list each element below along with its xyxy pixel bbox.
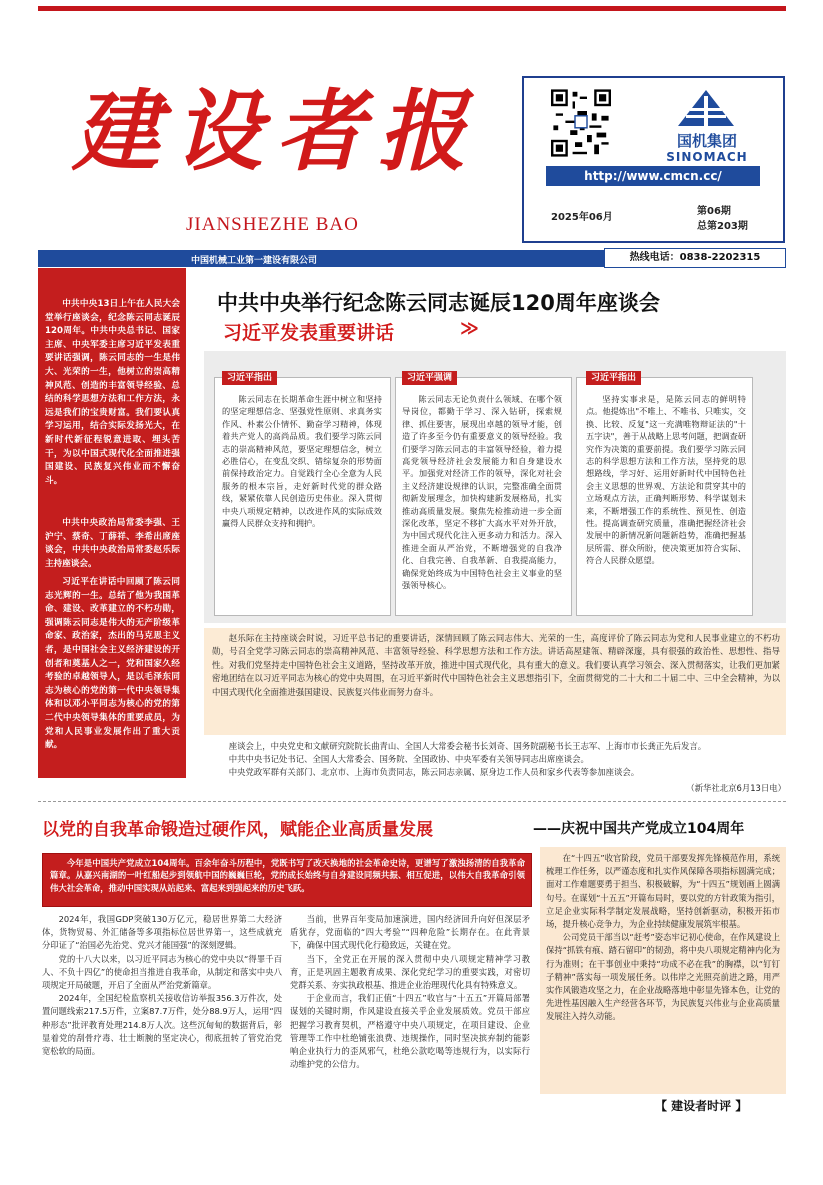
top-rule [38, 6, 786, 11]
quote-card-tag: 习近平强调 [402, 371, 457, 385]
article-column-1 [42, 913, 282, 1058]
main-subhead: 习近平发表重要讲话 [223, 322, 395, 344]
logo-chinese-name: 国机集团 [676, 132, 737, 150]
sidebar-paragraph: 中共中央13日上午在人民大会堂举行座谈会，纪念陈云同志诞辰120周年。中共中央总书记、国家主席、中央军委主席习近平发表重要讲话强调，陈云同志的一生是伟大、光荣的一生，他树立的崇高精神风范、创造的丰富领导经验、总结的科学思想方法和工作方法，永远是我们的宝贵财富。我们要认真学习运用，结合实际发扬光大，在新时代新征程锐意进取、埋头苦干，为以中国式现代化全面推进强国建设、民族复兴伟业而不懈奋斗。 [45, 299, 180, 486]
attendees-paragraph: 座谈会上，中央党史和文献研究院院长曲青山、全国人大常委会秘书长刘奇、国务院副秘书长王志军、上海市市长龚正先后发言。 [228, 741, 707, 751]
quote-card-text: 坚持实事求是，是陈云同志的鲜明特点。他提炼出"不唯上、不唯书、只唯实，交换、比较、反复"这一充满唯物辩证法的"十五字诀"，善于从战略上思考问题，把调查研究作为决策的重要前提。我们要学习陈云同志的科学思想方法和工作方法，坚持党的思想路线，学习好、运用好新时代中国特色社会主义思想的世界观、方法论和贯穿其中的立场观点方法，正确判断形势、科学谋划未来，不断增强工作的系统性、预见性、创造性。提高调查研究质量，准确把握经济社会发展中的新情况新问题新趋势，准确把握基层所需、群众所盼，使决策更加符合实际、符合人民群众愿望。 [586, 394, 746, 566]
article-paragraph: 当前，世界百年变局加速演进，国内经济回升向好但深层矛盾犹存，党面临的“四大考验”“四种危险”长期存在。在此背景下，确保中国式现代化行稳致远，关键在党。 [290, 914, 530, 951]
masthead-title: 建设者报 [72, 79, 481, 183]
issue-total-number: 总第203期 [697, 221, 748, 232]
article-column-2 [290, 913, 530, 1071]
quote-card-tag: 习近平指出 [222, 371, 277, 385]
column-tag: 【 建设者时评 】 [655, 1099, 748, 1113]
main-headline: 中共中央举行纪念陈云同志诞辰120周年座谈会 [217, 291, 660, 315]
masthead-pinyin: JIANSHEZHE BAO [186, 214, 359, 235]
attendees-paragraph: 中央党政军群有关部门、北京市、上海市负责同志，陈云同志亲属、原身边工作人员和家乡代表等参加座谈会。 [228, 767, 640, 778]
website-link[interactable]: http://www.cmcn.cc/ [546, 166, 760, 186]
sinomach-logo-icon [674, 90, 738, 126]
logo-english-name: SINOMACH [666, 150, 748, 164]
hotline: 热线电话：0838-2202315 [604, 248, 786, 268]
article-subtitle: ——庆祝中国共产党成立104周年 [533, 821, 745, 837]
quote-card-text: 陈云同志在长期革命生涯中树立和坚持的坚定理想信念、坚强党性原则、求真务实作风、朴素公仆情怀、勤奋学习精神，体现着共产党人的高尚品质。我们要学习陈云同志的崇高精神风范，要坚定理想信念，树立必胜信心，在变乱交织、错综复杂的形势面前保持政治定力。自觉践行全心全意为人民服务的根本宗旨，走好新时代党的群众路线，紧紧依靠人民创造历史伟业。深入贯彻中央八项规定精神，以改进作风的实际成效赢得人民群众支持和拥护。 [222, 394, 382, 529]
publisher-name: 中国机械工业第一建设有限公司 [191, 256, 318, 266]
double-arrow-icon: ≫ [460, 318, 479, 339]
summary-text: 赵乐际在主持座谈会时说，习近平总书记的重要讲话，深情回顾了陈云同志伟大、光荣的一生，高度评价了陈云同志为党和人民事业建立的不朽功勋，号召全党学习陈云同志的崇高精神风范、丰富领导经验、科学思想方法和工作方法。讲话高屋建瓴、精辟深邃，具有很强的政治性、思想性、指导性。对我们党坚持走中国特色社会主义道路，坚持改革开放，推进中国式现代化，具有重大的意义。我们要认真学习领会、深入贯彻落实，让我们更加紧密地团结在以习近平同志为核心的党中央周围，在习近平新时代中国特色社会主义思想指引下，全面贯彻党的二十大和二十届二中、三中全会精神，为以中国式现代化全面推进强国建设、民族复兴伟业而努力奋斗。 [212, 633, 780, 697]
article-paragraph: 在“十四五”收官阶段，党员干部要发挥先锋模范作用，系统梳理工作任务，以严谨态度和扎实作风保障各项指标圆满完成；面对工作难题要勇于担当、积极破解，为“十四五”规划画上圆满句号。在谋划“十五五”开篇布局时，要以党的方针政策为指引，立足企业实际科学制定发展战略，坚持创新驱动，积极开拓市场，提升核心竞争力，为企业持续健康发展筑牢根基。 [546, 853, 780, 930]
article-paragraph: 于企业而言，我们正值“十四五”收官与“十五五”开篇局部署谋划的关键时期，作风建设直接关乎企业发展质效。党员干部应把握学习教育契机，严格遵守中央八项规定，在项目建设、企业管理等工作中杜绝铺张浪费、违规操作，同时坚决摈弃制约能影响企业执行力的歪风邪气，杜绝公款吃喝等违规行为，以实际行动维护党的公信力。 [290, 993, 530, 1070]
section-divider [38, 801, 786, 802]
sidebar-paragraph: 习近平在讲话中回顾了陈云同志光辉的一生。总结了他为我国革命、建设、改革建立的不朽功勋，强调陈云同志是伟大的无产阶级革命家、政治家，杰出的马克思主义者，是中国社会主义经济建设的开创者和奠基人之一，党和国家久经考验的卓越领导人，是以毛泽东同志为核心的党的第一代中央领导集体和以邓小平同志为核心的党的第二代中央领导集体的重要成员，为党和人民事业发展作出了重大贡献。 [45, 577, 180, 751]
article-paragraph: 当下，全党正在开展的深入贯彻中央八项规定精神学习教育，正是巩固主题教育成果、深化党纪学习的重要实践，对密切党群关系、夯实执政根基、推进企业治理现代化具有特殊意义。 [290, 953, 530, 991]
article-paragraph: 2024年，全国纪检监察机关接收信访举报356.3万件次，处置问题线索217.5万件，立案87.7万件，处分88.9万人，运用“四种形态”批评教育处理214.8万人次。这些沉甸甸的数据背后，彰显着党的刮骨疗毒、壮士断腕的坚定决心，彻底扭转了管党治党宽松软的局面。 [42, 993, 282, 1057]
attendees-paragraph: 中共中央书记处书记、全国人大常委会、国务院、全国政协、中央军委有关领导同志出席座谈会。 [228, 754, 589, 765]
article-paragraph: 2024年，我国GDP突破130万亿元，稳居世界第二大经济体，货物贸易、外汇储备等多项指标位居世界第一，这些成就充分印证了“治国必先治党、党兴才能国强”的深刻逻辑。 [42, 914, 282, 951]
issue-number: 第06期 [697, 206, 731, 217]
news-source: （新华社北京6月13日电） [686, 783, 786, 793]
sidebar-paragraph: 中共中央政治局常委李强、王沪宁、蔡奇、丁薛祥、李希出席座谈会，中共中央政治局常委赵乐际主持座谈会。 [45, 518, 180, 569]
article-paragraph: 党的十八大以来，以习近平同志为核心的党中央以“得罪千百人、不负十四亿”的使命担当推进自我革命，从制定和落实中央八项规定开局破题，开启了全面从严治党新篇章。 [42, 953, 282, 991]
qr-code-icon [551, 89, 611, 157]
quote-card-tag: 习近平指出 [586, 371, 641, 385]
attendees-block [212, 740, 780, 780]
article-intro: 今年是中国共产党成立104周年。百余年奋斗历程中，党既书写了改天换地的社会革命史诗，更谱写了激浊扬清的自我革命篇章。从嘉兴南湖的一叶红船起步到领航中国的巍巍巨轮，党的成长始终与自身建设同频共振、相互促进，以伟大自我革命引领伟大社会革命，推动中国实现从站起来、富起来到强起来的历史飞跃。 [50, 858, 525, 893]
article-column-3 [546, 852, 780, 1024]
article-paragraph: 公司党员干部当以“赶考”姿态牢记初心使命，在作风建设上保持“抓铁有痕、踏石留印”的韧劲，将中央八项规定精神内化为行为准则；在干事创业中秉持“功成不必在我”的胸襟，以“钉钉子精神”落实每一项发展任务。以伟岸之光照亮前进之路，用严实作风锻造攻坚之力，在企业战略落地中彰显先锋本色，让党的先进性基因融入生产经营各环节，为民族复兴伟业与企业高质量发展注入持久动能。 [546, 932, 780, 1022]
quote-card-text: 陈云同志无论负责什么领域、在哪个领导岗位，都勤于学习、深入钻研，探索规律、抓住要害，展现出卓越的领导才能，创造了许多至今仍有重要意义的领导经验。我们要学习陈云同志的丰富领导经验，着力提高党领导经济社会发展能力和自身建设水平。加强党对经济工作的领导，深化对社会主义经济建设规律的认识，完整准确全面贯彻新发展理念，加快构建新发展格局，扎实推动高质量发展。聚焦先检推动进一步全面深化改革，坚定不移扩大高水平对外开放，为中国式现代化注入更多动力和活力。深入推进全面从严治党，不断增强党的自我净化、自我完善、自我革新、自我提高能力，确保党始终成为中国特色社会主义事业的坚强领导核心。 [402, 394, 562, 591]
article-title: 以党的自我革命锻造过硬作风，赋能企业高质量发展 [42, 820, 433, 840]
issue-date: 2025年06月 [551, 212, 613, 223]
